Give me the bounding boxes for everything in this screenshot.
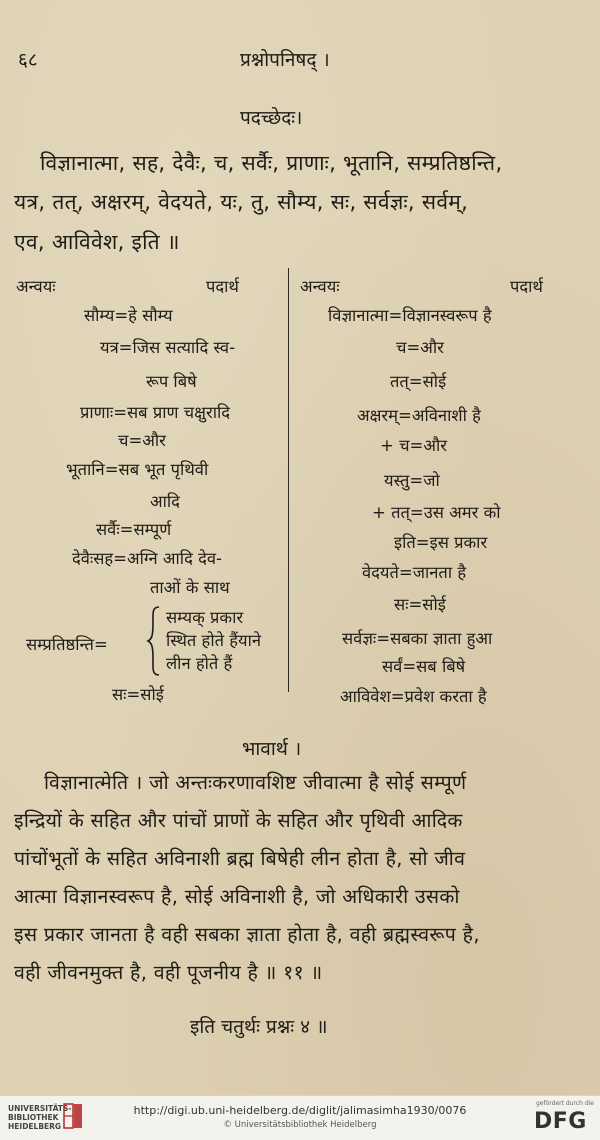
meaning-line: पांचोंभूतों के सहित अविनाशी ब्रह्म बिषेही लीन होता है, सो जीव [14, 847, 466, 870]
right-row: तत्=सोई [390, 372, 447, 391]
left-row: सौम्य=हे सौम्य [84, 306, 173, 325]
word-split-line: विज्ञानात्मा, सह, देवैः, च, सर्वैः, प्राणाः, भूतानि, सम्प्रतिष्ठन्ति, [40, 151, 503, 175]
brace-line: लीन होते हैं [166, 654, 233, 673]
dfg-caption: gefördert durch die [536, 1100, 594, 1107]
left-col-header: अन्वयः [16, 277, 56, 296]
meaning-line: वही जीवनमुक्त है, वही पूजनीय है ॥ ११ ॥ [14, 961, 323, 984]
left-row: सर्वैः=सम्पूर्ण [96, 520, 172, 539]
right-row: विज्ञानात्मा=विज्ञानस्वरूप है [328, 306, 492, 325]
brace-term: सम्प्रतिष्ठन्ति= [26, 635, 108, 654]
copyright-text: © Universitätsbibliothek Heidelberg [223, 1120, 377, 1130]
right-row: यस्तु=जो [384, 471, 440, 490]
footer-bar [0, 1095, 600, 1140]
university-line: HEIDELBERG [8, 1122, 62, 1131]
left-row: च=और [118, 431, 166, 450]
word-split-line: एव, आविवेश, इति ॥ [14, 230, 180, 254]
column-divider [288, 268, 289, 692]
word-split-line: यत्र, तत्, अक्षरम्, वेदयते, यः, तु, सौम्य, सः, सर्वज्ञः, सर्वम्, [14, 190, 469, 214]
right-col-header: अन्वयः [300, 277, 340, 296]
brace-line: सम्यक् प्रकार [166, 608, 244, 627]
left-row: प्राणाः=सब प्राण चक्षुरादि [80, 403, 231, 422]
right-row: + च=और [380, 436, 448, 455]
university-line: UNIVERSITÄTS- [8, 1104, 72, 1113]
right-row: वेदयते=जानता है [362, 563, 467, 582]
right-row: अक्षरम्=अविनाशी है [357, 406, 481, 425]
left-row: भूतानि=सब भूत पृथिवी [66, 460, 209, 479]
meaning-line: इन्द्रियों के सहित और पांचों प्राणों के सहित और पृथिवी आदिक [14, 809, 463, 832]
word-split-heading: पदच्छेदः। [240, 107, 303, 129]
left-row: यत्र=जिस सत्यादि स्व- [100, 338, 236, 357]
left-col-header: पदार्थ [206, 277, 239, 296]
source-url-link[interactable]: http://digi.ub.uni-heidelberg.de/diglit/jalimasimha1930/0076 [133, 1104, 467, 1117]
right-col-header: पदार्थ [510, 277, 543, 296]
right-row: आविवेश=प्रवेश करता है [340, 687, 487, 706]
right-row: + तत्=उस अमर को [372, 503, 501, 522]
left-row: रूप बिषे [146, 372, 197, 391]
dfg-logo: DFG [534, 1109, 587, 1134]
university-line: BIBLIOTHEK [8, 1113, 59, 1122]
brace-line: स्थित होते हैंयाने [166, 631, 262, 650]
meaning-heading: भावार्थ । [242, 738, 302, 760]
left-row: ताओं के साथ [150, 578, 230, 597]
right-row: सर्वं=सब बिषे [382, 657, 466, 676]
left-row: आदि [150, 492, 180, 511]
right-row: सः=सोई [394, 595, 446, 614]
meaning-line: विज्ञानात्मेति । जो अन्तःकरणावशिष्ट जीवात्मा है सोई सम्पूर्ण [44, 771, 467, 794]
right-row: सर्वज्ञः=सबका ज्ञाता हुआ [342, 629, 493, 648]
left-row: सः=सोई [112, 685, 164, 704]
meaning-line: इस प्रकार जानता है वही सबका ज्ञाता होता है, वही ब्रह्मस्वरूप है, [14, 923, 480, 946]
right-row: च=और [396, 338, 444, 357]
right-row: इति=इस प्रकार [394, 533, 488, 552]
running-title: प्रश्नोपनिषद् । [240, 49, 330, 71]
curly-brace-icon [146, 605, 162, 677]
page-number: ६८ [18, 49, 38, 71]
closing-line: इति चतुर्थः प्रश्नः ४ ॥ [190, 1016, 328, 1038]
left-row: देवैःसह=अग्नि आदि देव- [72, 549, 222, 568]
meaning-line: आत्मा विज्ञानस्वरूप है, सोई अविनाशी है, जो अधिकारी उसको [14, 885, 460, 908]
